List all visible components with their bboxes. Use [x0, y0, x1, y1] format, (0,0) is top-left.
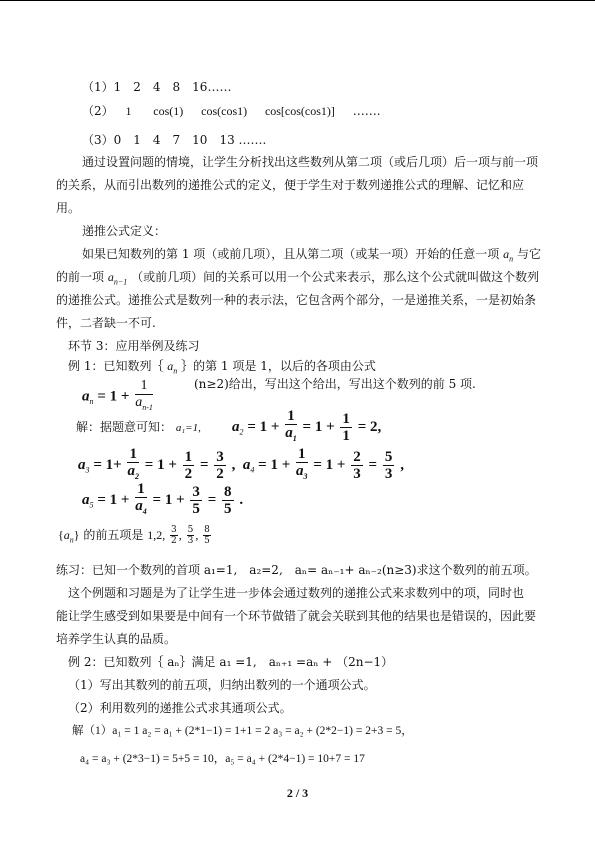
- example-1-text: 例 1：已知数列｛: [68, 359, 164, 373]
- recurrence-condition: (n≥2)给出，写出这个给出，写出这个数列的前 5 项.: [194, 377, 476, 391]
- page-number: 2 / 3: [286, 786, 309, 800]
- solution-a1: a₁=1,: [175, 422, 201, 434]
- example-2-solution-line-2: a₄ = a₃ + (2*3−1) = 5+5 = 10，a₅ = a₄ + (2*4−1) = 10+7 = 17: [80, 753, 365, 765]
- sequence-2-term-2: cos(1): [153, 104, 184, 118]
- sequence-2-tail: …….: [352, 104, 381, 118]
- example-1-statement: [68, 359, 376, 378]
- discussion-line-3: 培养学生认真的品质。: [56, 632, 177, 646]
- recurrence-fraction: $\frac{1}{a_{n-1}}$: [135, 378, 153, 412]
- sequence-2-term-3: cos(cos1): [201, 104, 248, 118]
- equation-a2: $a_2 = 1$ + $\frac{1}{a_1}$ = 1 + $\frac{1}{1}$ = 2,: [232, 408, 382, 444]
- definition-line-1-text: 如果已知数列的第 1 项（或前几项），且从第二项（或某一项）开始的任意一项: [82, 247, 500, 261]
- intro-line-3: 用。: [56, 201, 81, 215]
- definition-line-1-tail: 与它: [516, 247, 541, 261]
- definition-line-4: 件，二者缺一不可.: [56, 316, 156, 330]
- first-five-terms-text: 的前五项是: [83, 528, 144, 542]
- definition-line-1: [82, 247, 541, 266]
- term-an: $a_n$: [167, 359, 178, 376]
- example-2-solution-line-1: 解（1）a₁ = 1 a₂ = a₁ + (2*1−1) = 1+1 = 2 a₃ = a₂ + (2*2−1) = 2+3 = 5，: [72, 725, 413, 737]
- first-five-terms: $\{a_n\}$ 的前五项是 1,2, $\frac{3}{2}$ , $\frac{5}{3}$ , $\frac{8}{5}$: [58, 525, 210, 546]
- first-five-terms-values: 1,2,: [147, 528, 166, 542]
- example-2-question-2: （2）利用数列的递推公式求其通项公式。: [68, 701, 292, 715]
- sequence-1: （1）1 2 4 8 16……: [82, 80, 232, 94]
- definition-line-2-tail: （或前几项）间的关系可以用一个公式来表示，那么这个公式就叫做这个数列: [131, 270, 540, 284]
- equation-a3-a4: $a_3 = 1+$ $\frac{1}{a_2}$ = 1 + $\frac{1}{2}$ = $\frac{3}{2}$ , $a_4 = 1$ + $\frac{1}{a_3}$ = 1 + $\frac{2}{3}$ = $\frac{5}{3}$ ,: [78, 446, 404, 482]
- definition-line-2: [56, 270, 539, 289]
- sequence-3: （3）0 1 4 7 10 13 …….: [82, 133, 267, 147]
- intro-line-1: 通过设置问题的情境，让学生分析找出这些数列从第二项（或后几项）后一项与前一项: [82, 155, 539, 169]
- sequence-2-label: （2）: [82, 104, 114, 118]
- example-1-text-tail: ｝的第 1 项是 1，以后的各项由公式: [181, 359, 376, 373]
- recurrence-formula: $a_n = 1$ + $\frac{1}{a_{n-1}}$: [82, 378, 155, 416]
- term-an-minus-1: $a_{n-1}$: [107, 270, 128, 287]
- definition-line-2-text: 的前一项: [56, 270, 105, 284]
- definition-heading: 递推公式定义：: [82, 224, 167, 238]
- term-an: $a_n$: [503, 247, 514, 264]
- sequence-2: [82, 104, 381, 118]
- example-2-question-1: （1）写出其数列的前五项，归纳出数列的一个通项公式。: [68, 678, 376, 692]
- definition-line-3: 的递推公式。递推公式是数列一种的表示法，它包含两个部分，一是递推关系，一是初始条: [56, 293, 537, 307]
- intro-line-2: 的关系，从而引出数列的递推公式的定义，便于学生对于数列递推公式的理解、记忆和应: [56, 178, 525, 192]
- solution-intro: [76, 420, 201, 435]
- practice-line: 练习：已知一个数列的首项 a₁=1, a₂=2, aₙ= aₙ₋₁+ aₙ₋₂(n≥3)求这个数列的前五项。: [56, 563, 537, 577]
- sequence-2-term-1: 1: [125, 104, 132, 118]
- discussion-line-1: 这个例题和习题是为了让学生进一步体会通过数列的递推公式来求数列中的项，同时也: [68, 586, 525, 600]
- solution-intro-text: 解：据题意可知：: [76, 420, 173, 434]
- sequence-2-term-4: cos[cos(cos1)]: [264, 104, 335, 118]
- section-heading: 环节 3：应用举例及练习: [68, 339, 200, 353]
- equation-a5: $a_5 = 1$ + $\frac{1}{a_4}$ = 1 + $\frac{3}{5}$ = $\frac{8}{5}$ .: [82, 481, 244, 517]
- discussion-line-2: 能让学生感受到如果要是中间有一个环节做错了就会关联到其他的结果也是错误的，因此要: [56, 609, 537, 623]
- example-2-statement: 例 2：已知数列｛ aₙ｝满足 a₁ =1, aₙ₊₁ =aₙ + （2n−1）: [68, 655, 394, 669]
